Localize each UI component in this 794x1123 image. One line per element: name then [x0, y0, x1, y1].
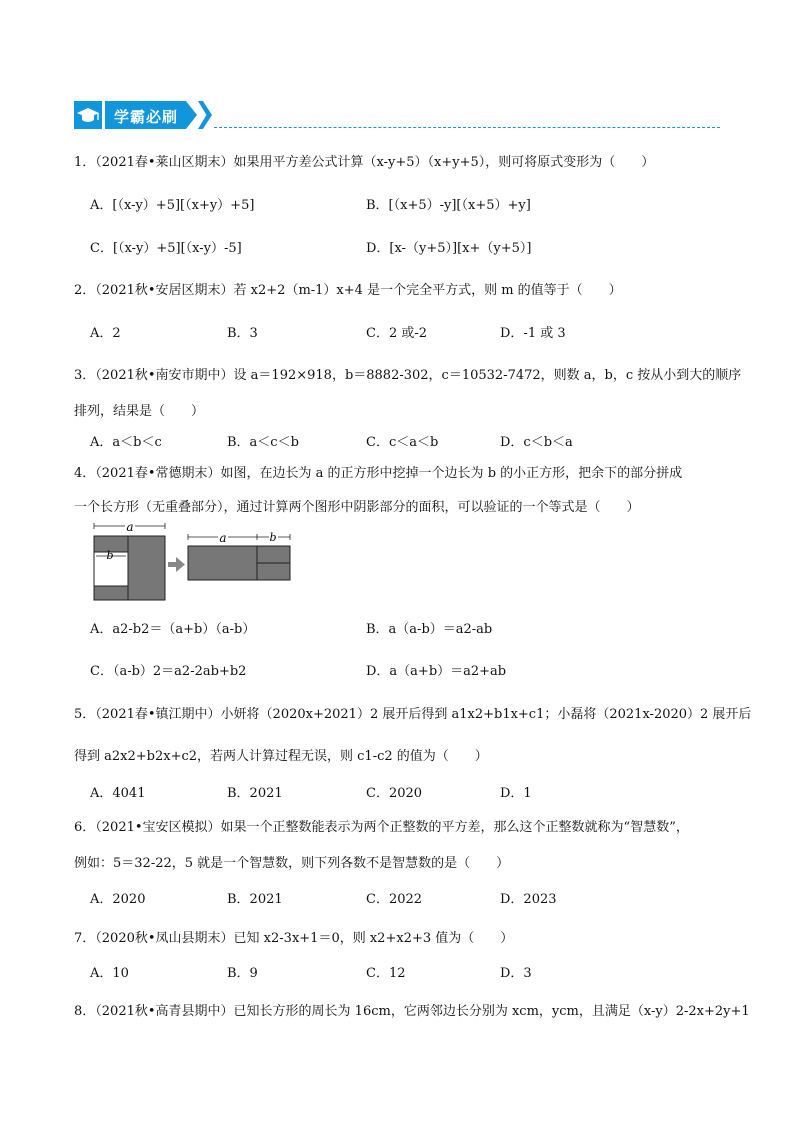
q5-option-b[interactable]: B．2021 [227, 786, 283, 801]
q6-option-d[interactable]: D．2023 [500, 892, 557, 907]
q2-option-b[interactable]: B．3 [227, 326, 258, 341]
question-3-line-1: 3．（2021秋•南安市期中）设 a＝192×918，b＝8882-302，c＝10532-7472，则数 a，b，c 按从小到大的顺序 [74, 368, 742, 383]
q3-option-b[interactable]: B．a＜c＜b [227, 435, 299, 450]
chevron-right-icon [198, 101, 212, 129]
q4-option-d[interactable]: D．a（a+b）＝a2+ab [366, 664, 507, 679]
question-6-line-2: 例如：5＝32-22，5 就是一个智慧数，则下列各数不是智慧数的是（ ） [74, 856, 510, 871]
q7-option-c[interactable]: C．12 [366, 966, 406, 981]
question-4-line-1: 4．（2021春•常德期末）如图，在边长为 a 的正方形中挖掉一个边长为 b 的小正方形，把余下的部分拼成 [74, 466, 683, 481]
figure-label-b-2: b [269, 531, 277, 544]
q7-option-d[interactable]: D．3 [500, 966, 532, 981]
q6-option-c[interactable]: C．2022 [366, 892, 423, 907]
q2-option-a[interactable]: A．2 [90, 326, 121, 341]
q5-option-d[interactable]: D．1 [500, 786, 532, 801]
square-with-cutout [94, 519, 165, 600]
q3-option-c[interactable]: C．c＜a＜b [366, 435, 439, 450]
q3-option-a[interactable]: A．a＜b＜c [90, 435, 162, 450]
question-7-text: 已知 x2-3x+1＝0，则 x2+x2+3 值为（ ） [233, 931, 514, 946]
q2-option-c[interactable]: C．2 或-2 [366, 326, 428, 341]
figure-label-b-1: b [106, 549, 114, 562]
graduation-cap-icon [74, 101, 102, 129]
q6-option-b[interactable]: B．2021 [227, 892, 283, 907]
question-5-text: 小妍将（2020x+2021）2 展开后得到 a1x2+b1x+c1；小磊将（2021x-2020）2 展开后 [220, 707, 752, 722]
question-1-text: 如果用平方差公式计算（x-y+5）（x+y+5），则可将原式变形为（ ） [233, 155, 655, 170]
q1-option-b[interactable]: B．[（x+5）-y][（x+5）+y] [366, 198, 531, 213]
arrow-right-icon [168, 557, 185, 572]
question-6-text: 如果一个正整数能表示为两个正整数的平方差，那么这个正整数就称为“智慧数”， [220, 820, 689, 835]
figure-label-a-2: a [219, 531, 227, 545]
section-badge [74, 101, 204, 129]
square-rectangle-figure [90, 518, 300, 602]
question-2-text: 若 x2+2（m-1）x+4 是一个完全平方式，则 m 的值等于（ ） [233, 283, 622, 298]
question-4-text: 如图，在边长为 a 的正方形中挖掉一个边长为 b 的小正方形，把余下的部分拼成 [220, 466, 683, 481]
question-4-line-2: 一个长方形（无重叠部分），通过计算两个图形中阴影部分的面积，可以验证的一个等式是（ ） [74, 500, 640, 515]
q7-option-a[interactable]: A．10 [90, 966, 129, 981]
q3-option-d[interactable]: D．c＜b＜a [500, 435, 573, 450]
question-1-line-1: 1．（2021春•莱山区期末）如果用平方差公式计算（x-y+5）（x+y+5），则可将原式变形为（ ） [74, 155, 655, 170]
figure-label-a-1: a [126, 520, 134, 534]
dashed-divider [214, 127, 720, 128]
section-header [74, 101, 720, 129]
question-5-line-1: 5．（2021春•镇江期中）小妍将（2020x+2021）2 展开后得到 a1x2+b1x+c1；小磊将（2021x-2020）2 展开后 [74, 707, 752, 722]
q6-option-a[interactable]: A．2020 [90, 892, 146, 907]
q7-option-b[interactable]: B．9 [227, 966, 258, 981]
q4-option-a[interactable]: A．a2-b2＝（a+b）（a-b） [90, 622, 256, 637]
question-3-text: 设 a＝192×918，b＝8882-302，c＝10532-7472，则数 a，b，c 按从小到大的顺序 [233, 368, 742, 383]
question-8-text: 已知长方形的周长为 16cm，它两邻边长分别为 xcm，ycm，且满足（x-y）2-2x+2y+1 [233, 1004, 750, 1019]
q4-option-b[interactable]: B．a（a-b）＝a2-ab [366, 622, 493, 637]
q1-option-c[interactable]: C．[（x-y）+5][（x-y）-5] [90, 241, 242, 256]
assembled-rectangle [188, 530, 290, 580]
question-7-line-1: 7．（2020秋•凤山县期末）已知 x2-3x+1＝0，则 x2+x2+3 值为（ ） [74, 931, 514, 946]
question-2-line-1: 2．（2021秋•安居区期末）若 x2+2（m-1）x+4 是一个完全平方式，则 m 的值等于（ ） [74, 283, 622, 298]
question-6-line-1: 6．（2021•宝安区模拟）如果一个正整数能表示为两个正整数的平方差，那么这个正整数就称为“智慧数”， [74, 820, 689, 835]
q1-option-d[interactable]: D．[x-（y+5）][x+（y+5）] [366, 241, 532, 256]
question-5-line-2: 得到 a2x2+b2x+c2，若两人计算过程无误，则 c1-c2 的值为（ ） [74, 749, 488, 764]
q2-option-d[interactable]: D．-1 或 3 [500, 326, 566, 341]
q5-option-a[interactable]: A．4041 [90, 786, 146, 801]
question-3-line-2: 排列，结果是（ ） [74, 404, 205, 419]
q4-option-c[interactable]: C．（a-b）2＝a2-2ab+b2 [90, 664, 247, 679]
q5-option-c[interactable]: C．2020 [366, 786, 423, 801]
question-8-line-1: 8．（2021秋•高青县期中）已知长方形的周长为 16cm，它两邻边长分别为 xcm，ycm，且满足（x-y）2-2x+2y+1 [74, 1004, 750, 1019]
section-title: 学霸必刷 [114, 108, 179, 126]
q1-option-a[interactable]: A．[（x-y）+5][（x+y）+5] [90, 198, 255, 213]
